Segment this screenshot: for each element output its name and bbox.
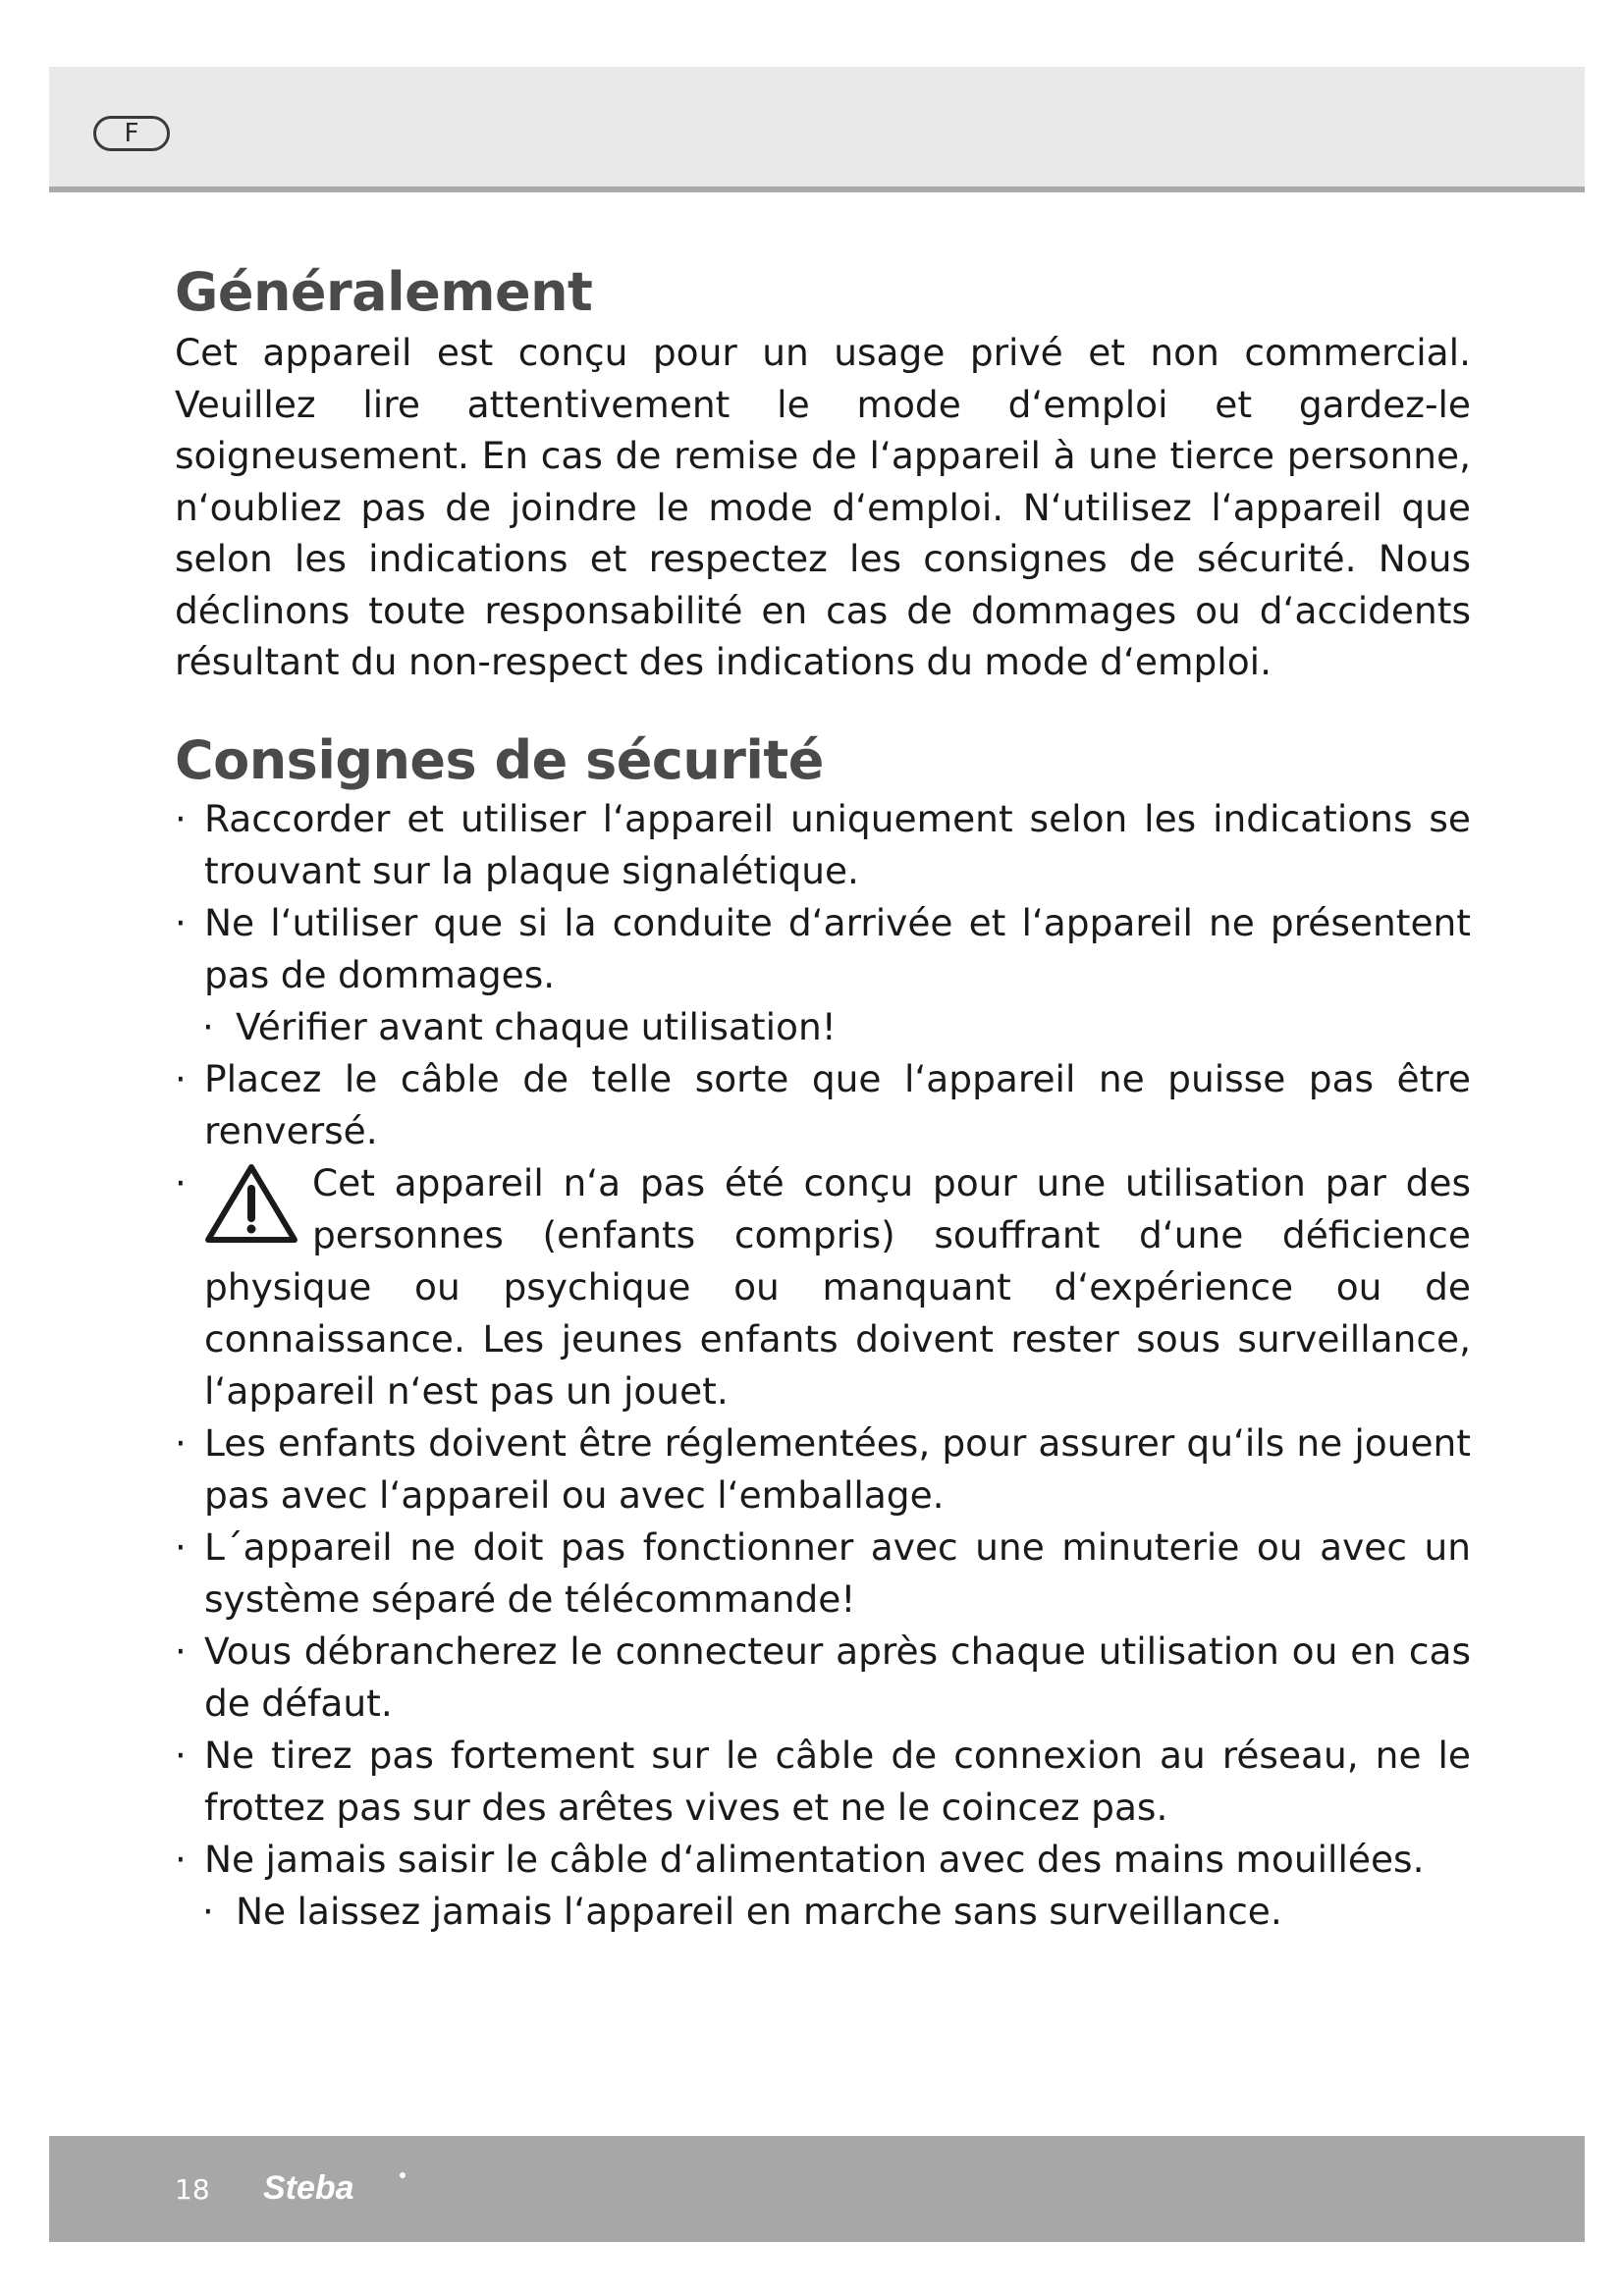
list-item: · Vous débrancherez le connecteur après chaque utilisation ou en cas de défaut. xyxy=(175,1626,1471,1730)
list-item: · Ne jamais saisir le câble d‘alimentation avec des mains mouillées. xyxy=(175,1834,1471,1886)
section-title-general: Généralement xyxy=(175,261,593,323)
list-item: · L´appareil ne doit pas fonctionner avec une minuterie ou avec un système séparé de télécommande! xyxy=(175,1522,1471,1626)
list-item: · Ne tirez pas fortement sur le câble de connexion au réseau, ne le frottez pas sur des arêtes vives et ne le coincez pas. xyxy=(175,1730,1471,1834)
list-item: · Vérifier avant chaque utilisation! xyxy=(175,1001,1471,1053)
list-item-warning xyxy=(175,1157,1471,1417)
list-item: · Placez le câble de telle sorte que l‘appareil ne puisse pas être renversé. xyxy=(175,1053,1471,1157)
header-band xyxy=(49,67,1585,192)
steba-logo xyxy=(259,2165,426,2211)
page-content xyxy=(175,263,1471,1938)
list-item: · Ne laissez jamais l‘appareil en marche sans surveillance. xyxy=(175,1886,1471,1938)
footer-band xyxy=(49,2136,1585,2242)
warning-triangle-icon xyxy=(204,1163,298,1244)
list-item: · Raccorder et utiliser l‘appareil uniquement selon les indications se trouvant sur la plaque signalétique. xyxy=(175,793,1471,897)
safety-list xyxy=(175,793,1471,1938)
list-item: · Ne l‘utiliser que si la conduite d‘arrivée et l‘appareil ne présentent pas de dommages. xyxy=(175,897,1471,1001)
general-paragraph: Cet appareil est conçu pour un usage privé et non commercial. Veuillez lire attentivement le mode d‘emploi et gardez-le soigneusement. En cas de remise de l‘appareil à une tierce personne, n‘oubliez pas de joindre le mode d‘emploi. N‘utilisez l‘appareil que selon les indications et respectez les consignes de sécurité. Nous déclinons toute responsabilité en cas de dommages ou d‘accidents résultant du non-respect des indications du mode d‘emploi. xyxy=(175,331,1471,684)
brand-text: Steba xyxy=(263,2169,354,2207)
section-title-safety: Consignes de sécurité xyxy=(175,728,824,791)
language-badge-icon: F xyxy=(93,116,170,151)
list-item: · Les enfants doivent être réglementées, pour assurer qu‘ils ne jouent pas avec l‘appareil ou avec l‘emballage. xyxy=(175,1417,1471,1522)
warning-text: Cet appareil n‘a pas été conçu pour une utilisation par des personnes (enfants compris) souffrant d‘une déficience physique ou psychique ou manquant d‘expérience ou de connaissance. Les jeunes enfants doivent rester sous surveillance, l‘appareil n‘est pas un jouet. xyxy=(204,1161,1471,1414)
page-number: 18 xyxy=(175,2173,210,2206)
